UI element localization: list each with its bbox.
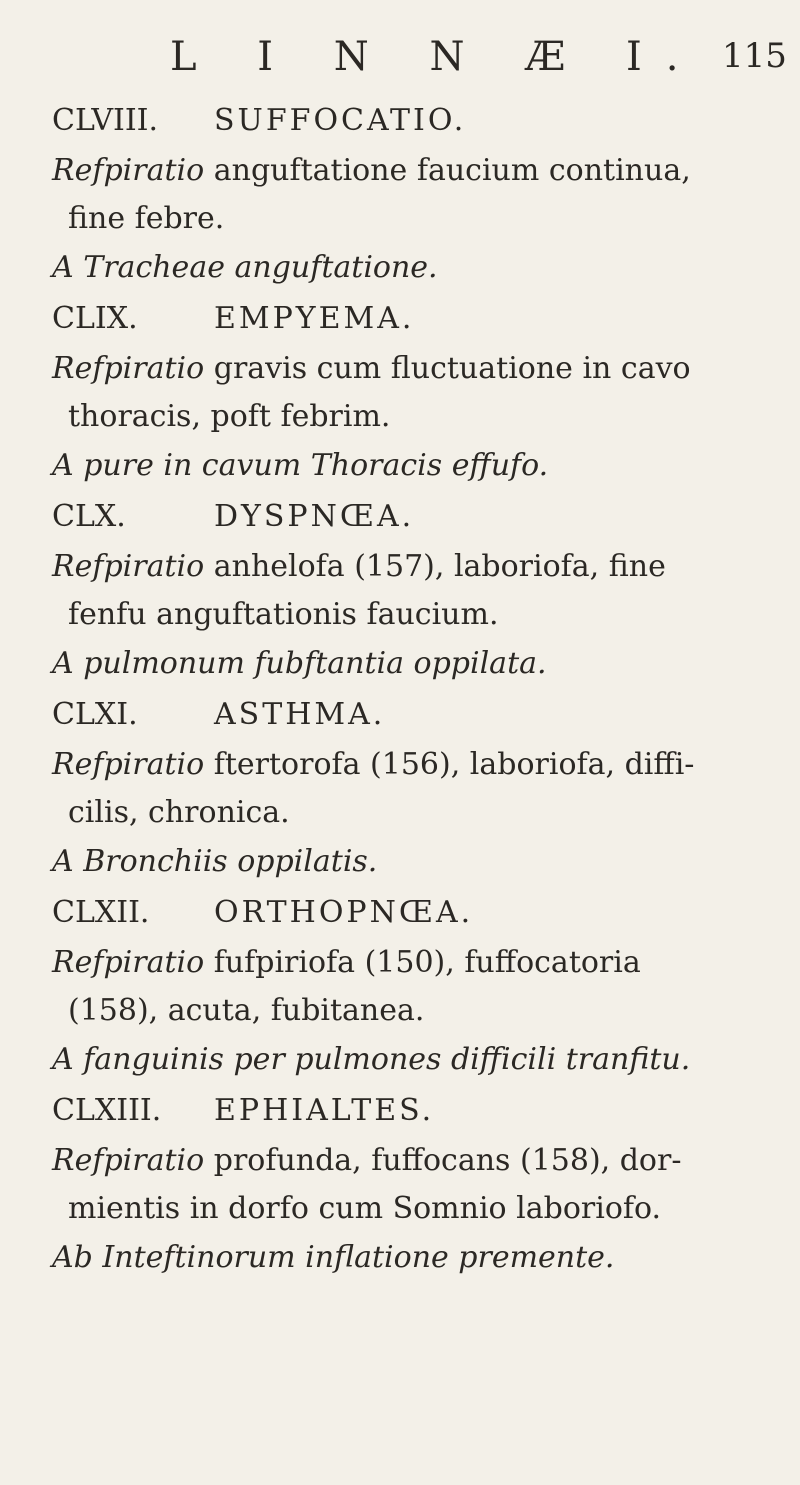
entry-ephialtes (40, 1085, 780, 1283)
running-title: L I N N Æ I. (170, 34, 703, 80)
entry-suffocatio (40, 95, 780, 293)
entry-name: DYSPNŒA. (214, 499, 415, 534)
entry-name: EPHIALTES. (214, 1093, 435, 1128)
entry-heading (40, 1085, 780, 1137)
description-line: cilis, chronica. (68, 795, 290, 830)
description-line: mientis in dorfo cum Somnio laboriofo. (68, 1191, 662, 1226)
description-line (40, 1137, 780, 1185)
entry-heading (40, 689, 780, 741)
description-line: fenfu anguftationis faucium. (68, 597, 499, 632)
description-line (40, 345, 780, 393)
entry-name: SUFFOCATIO. (214, 103, 467, 138)
description-text: fufpiriofa (150), fuffocatoria (213, 945, 641, 980)
entry-name: ASTHMA. (214, 697, 386, 732)
page-header (0, 30, 800, 90)
description-term: Refpiratio (52, 351, 205, 386)
description-line: thoracis, poft febrim. (68, 399, 391, 434)
page-number: 115 (722, 36, 787, 76)
cause-line: A Tracheae anguftatione. (52, 250, 438, 285)
description-term: Refpiratio (52, 549, 205, 584)
entry-heading (40, 491, 780, 543)
description-text: gravis cum fluctuatione in cavo (213, 351, 691, 386)
entry-dyspnoea (40, 491, 780, 689)
entry-number: CLXI. (52, 697, 138, 732)
description-text: anhelofa (157), laboriofa, fine (213, 549, 666, 584)
cause-line: Ab Inteftinorum inflatione premente. (52, 1240, 615, 1275)
entry-orthopnoea (40, 887, 780, 1085)
entry-number: CLIX. (52, 301, 138, 336)
entry-number: CLXII. (52, 895, 150, 930)
description-term: Refpiratio (52, 747, 205, 782)
entry-number: CLVIII. (52, 103, 159, 138)
entry-number: CLX. (52, 499, 126, 534)
description-line (40, 147, 780, 195)
cause-line: A pure in cavum Thoracis effufo. (52, 448, 549, 483)
description-text: ftertorofa (156), laboriofa, diffi- (213, 747, 695, 782)
cause-line: A Bronchiis oppilatis. (52, 844, 378, 879)
entry-name: EMPYEMA. (214, 301, 415, 336)
entry-number: CLXIII. (52, 1093, 162, 1128)
entry-heading (40, 887, 780, 939)
entry-name: ORTHOPNŒA. (214, 895, 474, 930)
description-line (40, 543, 780, 591)
entry-heading (40, 95, 780, 147)
description-term: Refpiratio (52, 153, 205, 188)
entry-empyema (40, 293, 780, 491)
description-text: anguftatione faucium continua, (213, 153, 691, 188)
description-line (40, 741, 780, 789)
description-line: (158), acuta, fubitanea. (68, 993, 425, 1028)
description-term: Refpiratio (52, 945, 205, 980)
description-text: profunda, fuffocans (158), dor- (213, 1143, 682, 1178)
description-line (40, 939, 780, 987)
entry-heading (40, 293, 780, 345)
text-block (40, 95, 780, 1283)
description-term: Refpiratio (52, 1143, 205, 1178)
cause-line: A fanguinis per pulmones difficili tranfitu. (52, 1042, 691, 1077)
cause-line: A pulmonum fubftantia oppilata. (52, 646, 547, 681)
entry-asthma (40, 689, 780, 887)
description-line: fine febre. (68, 201, 225, 236)
